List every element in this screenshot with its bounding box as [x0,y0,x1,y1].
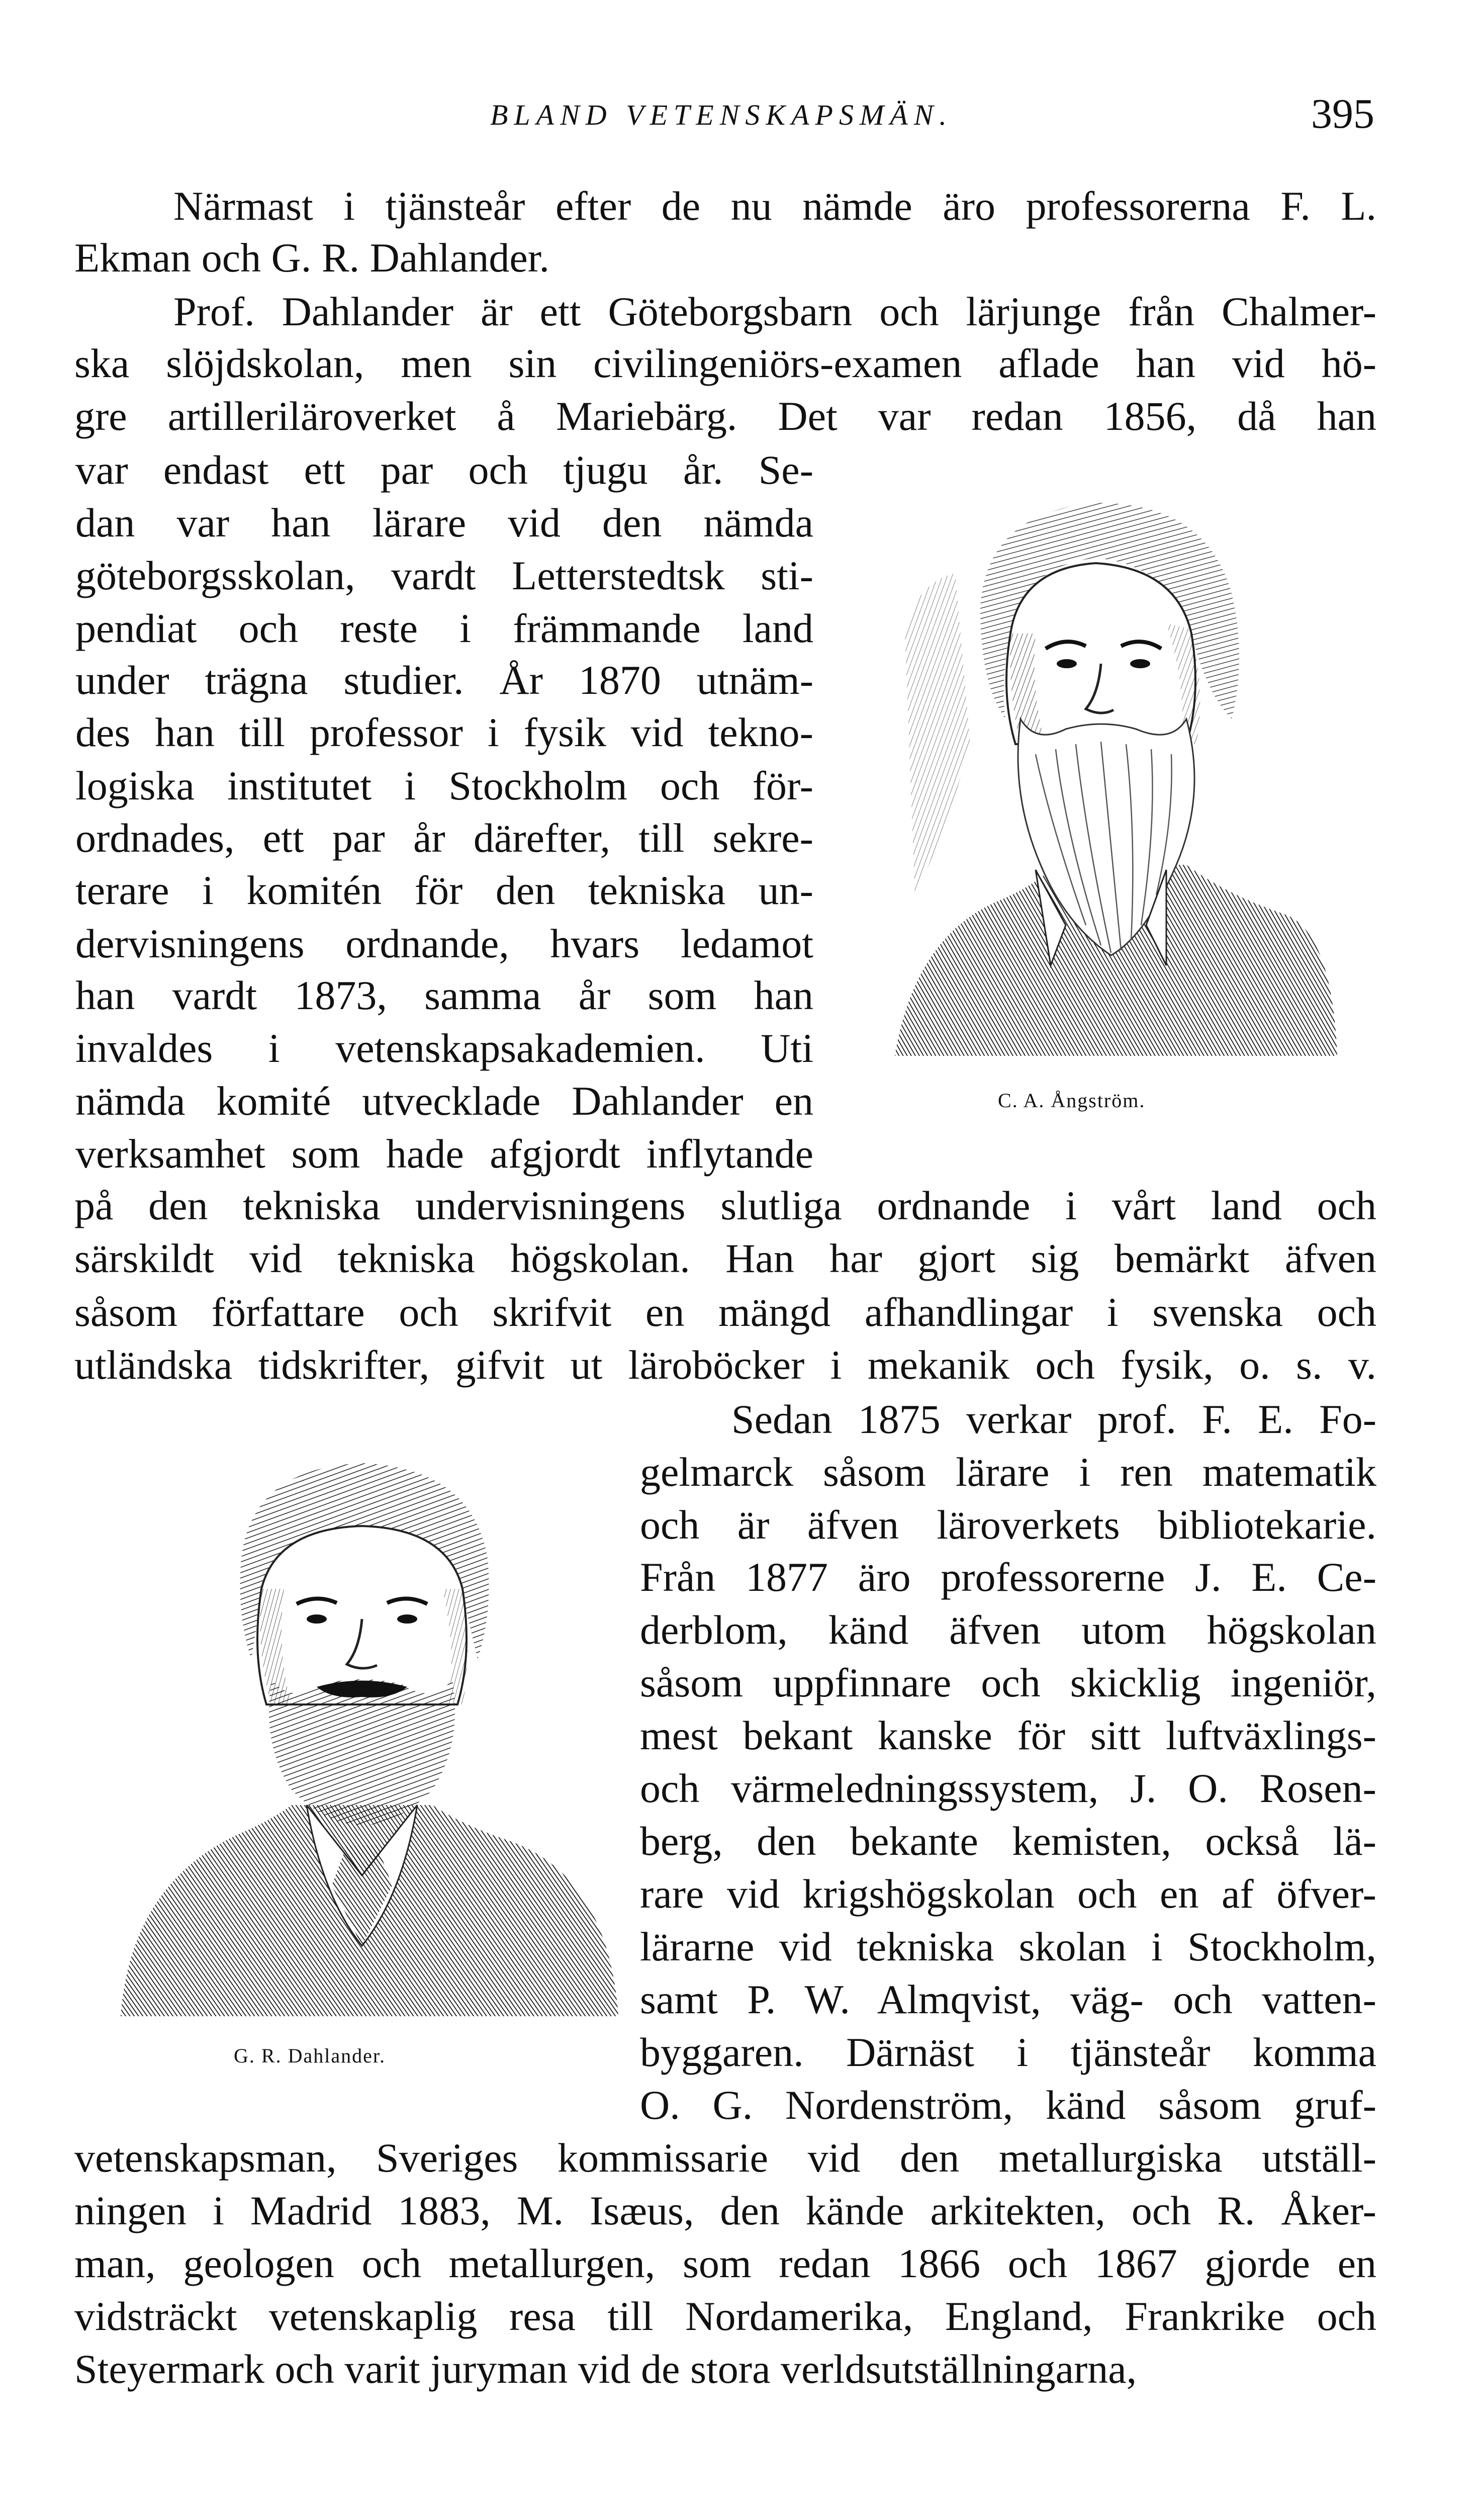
text-line: logiska institutet i Stockholm och för- [75,763,813,809]
text-line: Prof. Dahlander är ett Göteborgsbarn och lärjunge från Chalmer- [173,289,1376,334]
text-line: rare vid krigshögskolan och en af öfver- [640,1871,1376,1917]
text-line: mest bekant kanske för sitt luftväxlings- [640,1713,1376,1758]
portrait-angstrom-icon [885,483,1342,1071]
text-line: Från 1877 äro professorerne J. E. Ce- [640,1554,1376,1600]
text-line: dervisningens ordnande, hvars ledamot [75,921,813,966]
text-line: man, geologen och metallurgen, som redan 1866 och 1867 gjorde en [74,2240,1376,2286]
text-line: ordnades, ett par år därefter, till sekre- [75,815,813,861]
portrait-dahlander-icon [111,1443,623,2036]
text-line: verksamhet som hade afgjordt inflytande [75,1131,813,1177]
text-line: berg, den bekante kemisten, också lä- [640,1818,1376,1864]
text-line: och värmeledningssystem, J. O. Rosen- [640,1765,1376,1811]
text-line: gelmarck såsom lärare i ren matematik [640,1449,1376,1495]
text-line: såsom författare och skrifvit en mängd afhandlingar i svenska och [74,1289,1376,1335]
running-header: BLAND VETENSKAPSMÄN. [490,99,953,131]
text-line: invaldes i vetenskapsakademien. Uti [75,1025,813,1071]
caption-angstrom: C. A. Ångström. [998,1089,1146,1112]
text-line: Närmast i tjänsteår efter de nu nämde äro professorerna F. L. [173,183,1376,229]
text-line: Sedan 1875 verkar prof. F. E. Fo- [731,1396,1376,1442]
text-line: byggaren. Därnäst i tjänsteår komma [640,2029,1376,2075]
text-line: vetenskapsman, Sveriges kommissarie vid den metallurgiska utställ- [74,2135,1376,2181]
text-line: ningen i Madrid 1883, M. Isæus, den kände arkitekten, och R. Åker- [74,2188,1376,2233]
text-line: ska slöjdskolan, men sin civilingeniörs-examen aflade han vid hö- [74,340,1376,386]
text-line: vidsträckt vetenskaplig resa till Nordamerika, England, Frankrike och [74,2293,1376,2339]
text-line: dan var han lärare vid den nämda [75,500,813,546]
text-line: derblom, känd äfven utom högskolan [640,1607,1376,1653]
text-line: han vardt 1873, samma år som han [75,972,813,1018]
text-line: pendiat och reste i främmande land [75,605,813,651]
text-line: Steyermark och varit juryman vid de stora verldsutställningarna, [74,2346,1137,2392]
text-line: under trägna studier. År 1870 utnäm- [75,657,813,703]
text-line: nämda komité utvecklade Dahlander en [75,1078,813,1124]
page-number: 395 [1311,91,1374,137]
text-line: samt P. W. Almqvist, väg- och vatten- [640,1977,1376,2022]
text-line: utländska tidskrifter, gifvit ut läroböcker i mekanik och fysik, o. s. v. [74,1342,1376,1388]
text-line: särskildt vid tekniska högskolan. Han har gjort sig bemärkt äfven [74,1235,1376,1281]
text-line: lärarne vid tekniska skolan i Stockholm, [640,1924,1376,1969]
text-line: terare i komitén för den tekniska un- [75,867,813,913]
caption-dahlander: G. R. Dahlander. [234,2044,386,2067]
text-line: O. G. Nordenström, känd såsom gruf- [640,2082,1376,2128]
text-line: och är äfven läroverkets bibliotekarie. [640,1502,1376,1548]
text-line: des han till professor i fysik vid tekno- [75,709,813,755]
text-line: på den tekniska undervisningens slutliga ordnande i vårt land och [74,1183,1376,1228]
text-line: var endast ett par och tjugu år. Se- [75,447,813,493]
text-line: gre artilleriläroverket å Mariebärg. Det var redan 1856, då han [74,393,1376,439]
text-line: göteborgsskolan, vardt Letterstedtsk sti- [75,553,813,598]
text-line: Ekman och G. R. Dahlander. [74,235,550,281]
text-line: såsom uppfinnare och skicklig ingeniör, [640,1660,1376,1705]
